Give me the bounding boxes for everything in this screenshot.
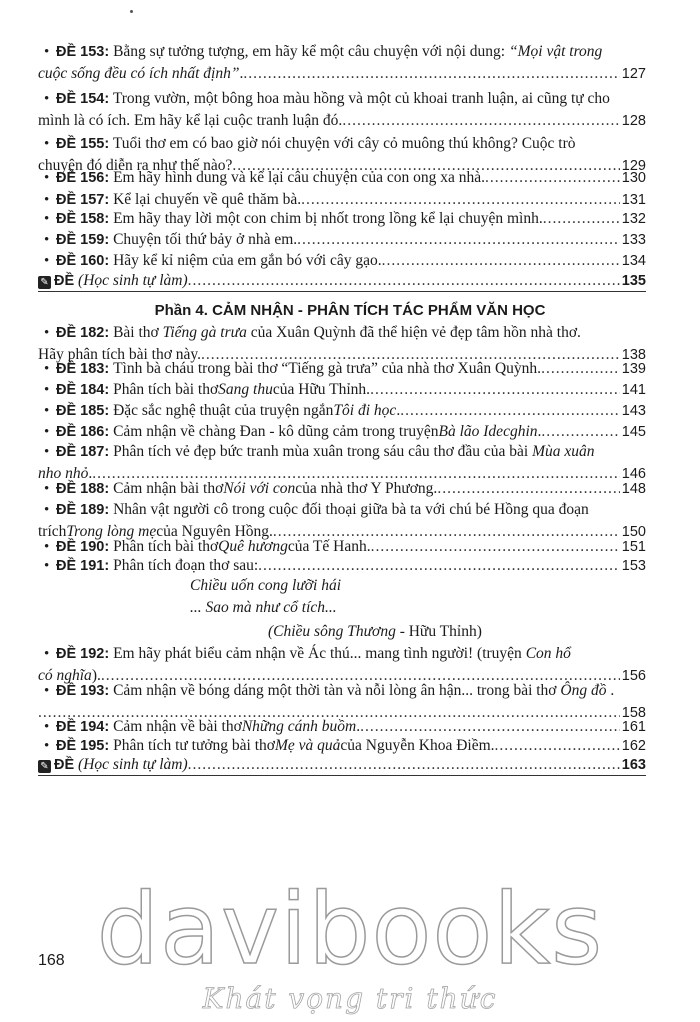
toc-entry-154: • ĐỀ 154: Trong vườn, một bông hoa màu hồng và một củ khoai tranh luận, ai cũng tự cho mình là có ích. Em hãy kể lại cuộc tranh luận đó. ..... 128 — [38, 88, 646, 132]
toc-entry-158: • ĐỀ 158: Em hãy thay lời một con chim bị nhốt trong lồng kể lại chuyện mình. ..... 132 — [38, 208, 646, 230]
bullet-icon: • — [44, 558, 50, 574]
bullet-icon: • — [44, 502, 50, 518]
page-ref: 161 — [621, 719, 646, 735]
page-ref: 134 — [621, 253, 646, 269]
poem-line: ... Sao mà như cổ tích... — [190, 599, 337, 616]
toc-entry-160: • ĐỀ 160: Hãy kể kỉ niệm của em gắn bó với cây gạo. ..... 134 — [38, 250, 646, 272]
toc-entry-188: • ĐỀ 188: Cảm nhận bài thơ Nói với con của nhà thơ Y Phương. ..... 148 — [38, 478, 646, 500]
bullet-icon: • — [44, 444, 50, 460]
bullet-icon: • — [44, 170, 50, 186]
bullet-icon: • — [44, 253, 50, 269]
page-ref: 135 — [621, 273, 646, 289]
divider — [38, 775, 646, 776]
toc-self-study-a: ✎ ĐỀ (Học sinh tự làm) ..... 135 — [38, 270, 646, 292]
page-ref: 131 — [621, 192, 646, 208]
poem-source: (Chiều sông Thương - Hữu Thỉnh) — [268, 623, 482, 640]
page-ref: 141 — [621, 382, 646, 398]
bullet-icon: • — [44, 481, 50, 497]
page-ref: 133 — [621, 232, 646, 248]
page-ref: 130 — [621, 170, 646, 186]
toc-entry-190: • ĐỀ 190: Phân tích bài thơ Quê hương của Tế Hanh. ..... 151 — [38, 536, 646, 558]
toc-entry-187: • ĐỀ 187: Phân tích vẻ đẹp bức tranh mùa xuân trong sáu câu thơ đầu của bài Mùa xuân nho nhỏ . ..... 146 — [38, 441, 646, 485]
bullet-icon: • — [44, 738, 50, 754]
page-ref: 146 — [621, 466, 646, 482]
page-ref: 163 — [621, 757, 646, 773]
page-ref: 145 — [621, 424, 646, 440]
bullet-icon: • — [44, 646, 50, 662]
toc-entry-191: • ĐỀ 191: Phân tích đoạn thơ sau: ..... 153 — [38, 555, 646, 577]
toc-entry-193: • ĐỀ 193: Cảm nhận về bóng dáng một thời tàn và nỗi lòng ân hận... trong bài thơ Ông đồ . ..... 158 — [38, 680, 646, 724]
toc-entry-192: • ĐỀ 192: Em hãy phát biểu cảm nhận về Ác thú... mang tình người! (truyện Con hổ có nghĩa ). ..... 156 — [38, 643, 646, 687]
page-ref: 129 — [621, 158, 646, 174]
page-ref: 138 — [621, 347, 646, 363]
bullet-icon: • — [44, 403, 50, 419]
toc-entry-153: • ĐỀ 153: Bằng sự tưởng tượng, em hãy kể một câu chuyện với nội dung: “Mọi vật trong cuộc sống đều có ích nhất định” . ..... 127 — [38, 41, 646, 85]
page-ref: 132 — [621, 211, 646, 227]
toc-entry-183: • ĐỀ 183: Tình bà cháu trong bài thơ “Tiếng gà trưa” của nhà thơ Xuân Quỳnh. ..... 139 — [38, 358, 646, 380]
section-title: Phần 4. CẢM NHẬN - PHÂN TÍCH TÁC PHẨM VĂN HỌC — [154, 302, 546, 319]
watermark-brand: davibooks — [96, 873, 604, 987]
bullet-icon: • — [44, 91, 50, 107]
page-ref: 162 — [621, 738, 646, 754]
page-ref: 158 — [621, 705, 646, 721]
bullet-icon: • — [44, 44, 50, 60]
page-number: 168 — [38, 952, 65, 969]
bullet-icon: • — [44, 361, 50, 377]
poem-line: Chiều uốn cong lưỡi hái — [190, 577, 342, 594]
toc-self-study-b: ✎ ĐỀ (Học sinh tự làm) ..... 163 — [38, 754, 646, 776]
toc-entry-189: • ĐỀ 189: Nhân vật người cô trong cuộc đối thoại giữa bà ta với chú bé Hồng qua đoạn trích Trong lòng mẹ của Nguyên Hồng. ..... 150 — [38, 499, 646, 543]
print-mark — [130, 10, 133, 13]
toc-entry-159: • ĐỀ 159: Chuyện tối thứ bảy ở nhà em. ..... 133 — [38, 229, 646, 251]
toc-entry-155: • ĐỀ 155: Tuổi thơ em có bao giờ nói chuyện với cây cỏ muông thú không? Cuộc trò chuyện đó diễn ra như thế nào? ..... 129 — [38, 133, 646, 177]
toc-entry-157: • ĐỀ 157: Kể lại chuyến về quê thăm bà. ..... 131 — [38, 189, 646, 211]
bullet-icon: • — [44, 192, 50, 208]
bullet-icon: • — [44, 232, 50, 248]
bullet-icon: • — [44, 719, 50, 735]
pencil-icon: ✎ — [38, 276, 51, 289]
toc-entry-195: • ĐỀ 195: Phân tích tư tưởng bài thơ Mẹ và quả của Nguyễn Khoa Điềm. ..... 162 — [38, 735, 646, 757]
page-ref: 148 — [621, 481, 646, 497]
toc-entry-156: • ĐỀ 156: Em hãy hình dung và kể lại câu chuyện của con ong xa nhà. ..... 130 — [38, 167, 646, 189]
divider — [38, 291, 646, 292]
toc-entry-194: • ĐỀ 194: Cảm nhận về bài thơ Những cánh buồm . ..... 161 — [38, 716, 646, 738]
bullet-icon: • — [44, 211, 50, 227]
page-ref: 153 — [621, 558, 646, 574]
toc-entry-184: • ĐỀ 184: Phân tích bài thơ Sang thu của Hữu Thỉnh. ..... 141 — [38, 379, 646, 401]
pencil-icon: ✎ — [38, 760, 51, 773]
bullet-icon: • — [44, 539, 50, 555]
toc-entry-182: • ĐỀ 182: Bài thơ Tiếng gà trưa của Xuân Quỳnh đã thể hiện vẻ đẹp tâm hồn nhà thơ. Hãy phân tích bài thơ này. ..... 138 — [38, 322, 646, 366]
bullet-icon: • — [44, 683, 50, 699]
bullet-icon: • — [44, 382, 50, 398]
bullet-icon: • — [44, 325, 50, 341]
page-ref: 127 — [621, 66, 646, 82]
page-ref: 151 — [621, 539, 646, 555]
page-ref: 128 — [621, 113, 646, 129]
page-ref: 150 — [621, 524, 646, 540]
toc-entry-186: • ĐỀ 186: Cảm nhận về chàng Đan - kô dũng cảm trong truyện Bà lão Idecghin . ..... 145 — [38, 421, 646, 443]
page-ref: 143 — [621, 403, 646, 419]
page-ref: 156 — [621, 668, 646, 684]
bullet-icon: • — [44, 424, 50, 440]
bullet-icon: • — [44, 136, 50, 152]
page-ref: 139 — [621, 361, 646, 377]
toc-entry-185: • ĐỀ 185: Đặc sắc nghệ thuật của truyện ngắn Tôi đi học . ..... 143 — [38, 400, 646, 422]
watermark-slogan: Khát vọng tri thức — [202, 982, 498, 1015]
